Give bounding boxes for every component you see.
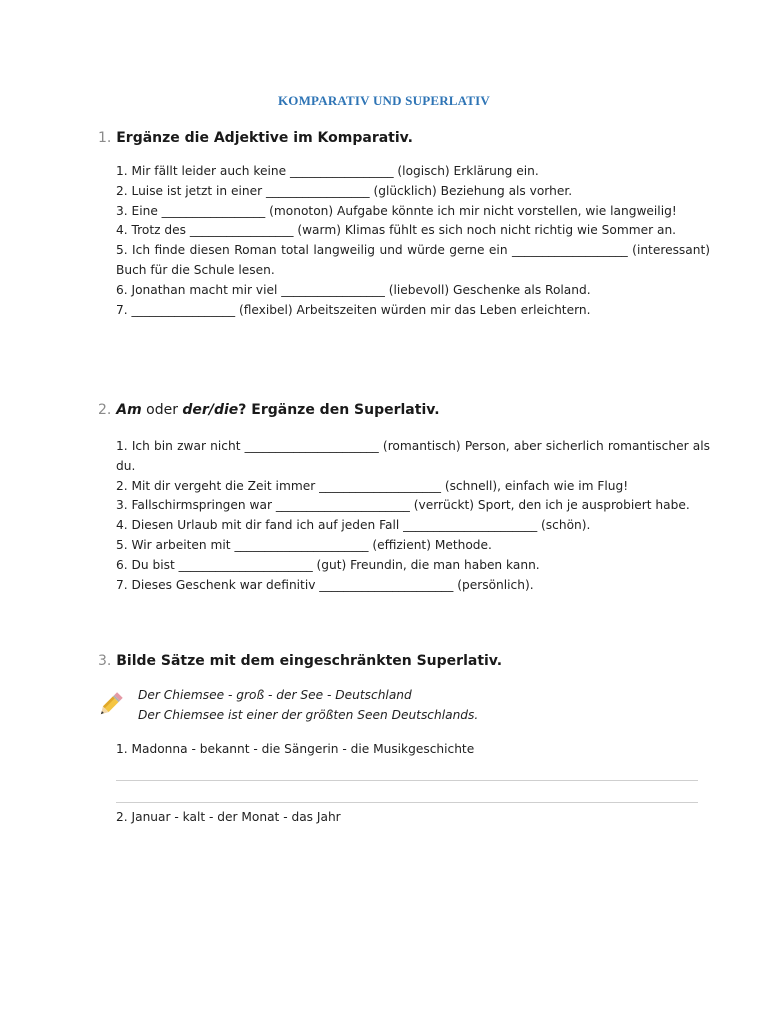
section-superlativ	[98, 400, 710, 595]
document-title: KOMPARATIV UND SUPERLATIV	[277, 93, 491, 108]
section-3-number: 3.	[98, 653, 112, 669]
exercise-item: 2. Luise ist jetzt in einer _________________ (glücklich) Beziehung als vorher.	[116, 183, 573, 198]
example-prompt: Der Chiemsee - groß - der See - Deutschland	[138, 688, 412, 702]
exercise-item: 5. Ich finde diesen Roman total langweilig und würde gerne ein ___________________ (interessant) Buch für die Schule lesen.	[116, 243, 710, 277]
section-eingeschraenkter-superlativ	[98, 651, 710, 827]
heading-der-die: der/die	[182, 402, 239, 418]
section-komparativ	[98, 128, 710, 320]
section-3-heading	[98, 651, 710, 671]
answer-line[interactable]	[116, 759, 698, 781]
answer-line[interactable]	[116, 781, 698, 803]
exercise-item: 3. Fallschirmspringen war ______________________ (verrückt) Sport, den ich je ausprobiert habe.	[116, 498, 690, 513]
exercise-item: 1. Ich bin zwar nicht ______________________ (romantisch) Person, aber sicherlich romantischer als du.	[116, 439, 710, 473]
exercise-item: 6. Du bist ______________________ (gut) Freundin, die man haben kann.	[116, 557, 540, 572]
exercise-item: 1. Mir fällt leider auch keine _________________ (logisch) Erklärung ein.	[116, 164, 539, 178]
exercise-item: 3. Eine _________________ (monoton) Aufgabe könnte ich mir nicht vorstellen, wie langweilig!	[116, 203, 677, 218]
section-3-heading-text: Bilde Sätze mit dem eingeschränkten Superlativ.	[116, 653, 503, 669]
heading-rest: ? Ergänze den Superlativ.	[238, 402, 440, 418]
section-1-number: 1.	[98, 130, 112, 146]
exercise-item: 6. Jonathan macht mir viel _________________ (liebevoll) Geschenke als Roland.	[116, 282, 591, 297]
section-1-heading-text: Ergänze die Adjektive im Komparativ.	[116, 130, 413, 146]
example-answer: Der Chiemsee ist einer der größten Seen Deutschlands.	[138, 708, 479, 722]
section-3-exercise-list	[98, 739, 710, 827]
exercise-item: 7. _________________ (flexibel) Arbeitszeiten würden mir das Leben erleichtern.	[116, 302, 591, 317]
exercise-item: 5. Wir arbeiten mit ______________________ (effizient) Methode.	[116, 537, 492, 552]
exercise-item: 4. Diesen Urlaub mit dir fand ich auf jeden Fall ______________________ (schön).	[116, 518, 591, 533]
heading-oder: oder	[141, 402, 183, 418]
exercise-item: 2. Januar - kalt - der Monat - das Jahr	[116, 810, 341, 824]
section-2-number: 2.	[98, 402, 112, 418]
pencil-icon	[96, 691, 124, 719]
section-2-heading	[98, 400, 710, 420]
exercise-item: 1. Madonna - bekannt - die Sängerin - die Musikgeschichte	[116, 742, 475, 756]
section-2-exercise-list	[98, 437, 710, 595]
example-box	[98, 685, 710, 733]
exercise-item: 7. Dieses Geschenk war definitiv ______________________ (persönlich).	[116, 577, 534, 592]
section-1-exercise-list	[98, 162, 710, 320]
section-1-heading	[98, 128, 710, 148]
heading-am: Am	[116, 402, 142, 418]
exercise-item: 4. Trotz des _________________ (warm) Klimas fühlt es sich noch nicht richtig wie Sommer an.	[116, 223, 677, 238]
exercise-item: 2. Mit dir vergeht die Zeit immer ____________________ (schnell), einfach wie im Flug!	[116, 478, 629, 493]
